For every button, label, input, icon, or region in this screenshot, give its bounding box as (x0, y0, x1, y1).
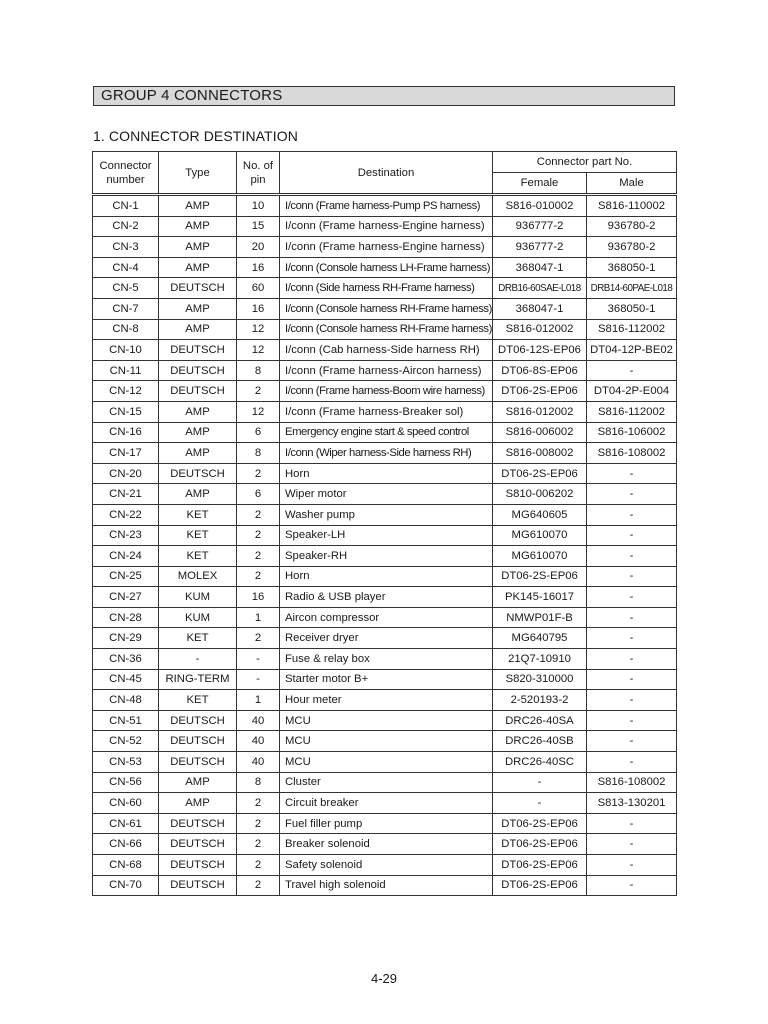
cell-male-part: - (587, 710, 677, 731)
cell-destination: I/conn (Frame harness-Aircon harness) (280, 360, 493, 381)
cell-destination: I/conn (Frame harness-Breaker sol) (280, 401, 493, 422)
table-row (93, 875, 677, 896)
cell-male-part: - (587, 607, 677, 628)
cell-pin-count: 2 (237, 793, 280, 814)
table-row (93, 834, 677, 855)
cell-connector-number: CN-24 (93, 546, 159, 567)
cell-pin-count: 12 (237, 340, 280, 361)
cell-destination: I/conn (Console harness RH-Frame harness) (280, 298, 493, 319)
cell-male-part: - (587, 546, 677, 567)
cell-pin-count: 2 (237, 628, 280, 649)
cell-destination: I/conn (Console harness RH-Frame harness) (280, 319, 493, 340)
cell-female-part: PK145-16017 (493, 587, 587, 608)
cell-connector-number: CN-27 (93, 587, 159, 608)
cell-male-part: - (587, 752, 677, 773)
page-number: 4-29 (370, 971, 398, 986)
cell-pin-count: 20 (237, 237, 280, 258)
cell-male-part: - (587, 855, 677, 876)
cell-pin-count: 6 (237, 422, 280, 443)
cell-pin-count: 8 (237, 772, 280, 793)
cell-connector-number: CN-10 (93, 340, 159, 361)
cell-pin-count: 40 (237, 731, 280, 752)
cell-destination: I/conn (Side harness RH-Frame harness) (280, 278, 493, 299)
cell-type: KET (159, 690, 237, 711)
cell-pin-count: 16 (237, 298, 280, 319)
cell-female-part: 936777-2 (493, 237, 587, 258)
table-row (93, 381, 677, 402)
cell-pin-count: 40 (237, 752, 280, 773)
cell-type: AMP (159, 484, 237, 505)
table-row (93, 813, 677, 834)
cell-type: KET (159, 504, 237, 525)
table-row (93, 360, 677, 381)
cell-connector-number: CN-23 (93, 525, 159, 546)
cell-connector-number: CN-15 (93, 401, 159, 422)
cell-male-part: - (587, 731, 677, 752)
table-row (93, 587, 677, 608)
cell-female-part: DT06-2S-EP06 (493, 566, 587, 587)
cell-pin-count: 8 (237, 360, 280, 381)
cell-connector-number: CN-20 (93, 463, 159, 484)
cell-destination: Speaker-LH (280, 525, 493, 546)
table-row (93, 237, 677, 258)
table-row (93, 216, 677, 237)
cell-female-part: DT06-2S-EP06 (493, 381, 587, 402)
cell-destination: MCU (280, 731, 493, 752)
table-row (93, 195, 677, 217)
cell-connector-number: CN-51 (93, 710, 159, 731)
cell-type: AMP (159, 298, 237, 319)
cell-destination: Starter motor B+ (280, 669, 493, 690)
table-row (93, 463, 677, 484)
cell-male-part: S816-106002 (587, 422, 677, 443)
table-row (93, 257, 677, 278)
cell-pin-count: 2 (237, 546, 280, 567)
cell-type: DEUTSCH (159, 463, 237, 484)
cell-female-part: DRC26-40SC (493, 752, 587, 773)
cell-female-part: S816-012002 (493, 401, 587, 422)
cell-connector-number: CN-22 (93, 504, 159, 525)
header-part-no: Connector part No. (493, 152, 677, 173)
cell-pin-count: 2 (237, 834, 280, 855)
section-title: 1. CONNECTOR DESTINATION (93, 128, 298, 144)
table-row (93, 731, 677, 752)
cell-type: DEUTSCH (159, 710, 237, 731)
cell-female-part: S816-010002 (493, 195, 587, 217)
connector-table (92, 151, 677, 896)
cell-type: AMP (159, 401, 237, 422)
cell-type: AMP (159, 443, 237, 464)
cell-male-part: S816-112002 (587, 401, 677, 422)
cell-connector-number: CN-7 (93, 298, 159, 319)
cell-type: DEUTSCH (159, 340, 237, 361)
cell-destination: I/conn (Console harness LH-Frame harness) (280, 257, 493, 278)
cell-destination: Circuit breaker (280, 793, 493, 814)
cell-female-part: 2-520193-2 (493, 690, 587, 711)
cell-destination: MCU (280, 752, 493, 773)
cell-pin-count: 2 (237, 525, 280, 546)
table-row (93, 401, 677, 422)
header-female: Female (493, 173, 587, 195)
cell-male-part: - (587, 566, 677, 587)
cell-type: - (159, 649, 237, 670)
cell-male-part: 936780-2 (587, 216, 677, 237)
cell-female-part: MG610070 (493, 525, 587, 546)
group-title: GROUP 4 CONNECTORS (93, 86, 675, 106)
cell-pin-count: 2 (237, 855, 280, 876)
table-row (93, 772, 677, 793)
cell-female-part: DT06-2S-EP06 (493, 813, 587, 834)
cell-type: KET (159, 546, 237, 567)
cell-male-part: - (587, 360, 677, 381)
cell-destination: Travel high solenoid (280, 875, 493, 896)
cell-pin-count: 2 (237, 504, 280, 525)
cell-connector-number: CN-68 (93, 855, 159, 876)
cell-female-part: DT06-2S-EP06 (493, 834, 587, 855)
header-connector-number-text: Connector number (99, 159, 152, 186)
table-row (93, 793, 677, 814)
cell-pin-count: 60 (237, 278, 280, 299)
cell-type: AMP (159, 216, 237, 237)
cell-destination: I/conn (Frame harness-Engine harness) (280, 216, 493, 237)
cell-type: DEUTSCH (159, 875, 237, 896)
cell-pin-count: 12 (237, 401, 280, 422)
cell-type: DEUTSCH (159, 813, 237, 834)
cell-female-part: S810-006202 (493, 484, 587, 505)
cell-destination: I/conn (Cab harness-Side harness RH) (280, 340, 493, 361)
cell-female-part: 936777-2 (493, 216, 587, 237)
cell-destination: I/conn (Frame harness-Engine harness) (280, 237, 493, 258)
table-row (93, 628, 677, 649)
cell-type: AMP (159, 793, 237, 814)
cell-pin-count: 6 (237, 484, 280, 505)
cell-male-part: S813-130201 (587, 793, 677, 814)
table-row (93, 649, 677, 670)
cell-female-part: 21Q7-10910 (493, 649, 587, 670)
cell-male-part: DT04-2P-E004 (587, 381, 677, 402)
cell-type: MOLEX (159, 566, 237, 587)
table-row (93, 607, 677, 628)
cell-connector-number: CN-12 (93, 381, 159, 402)
cell-destination: Safety solenoid (280, 855, 493, 876)
cell-destination: Aircon compressor (280, 607, 493, 628)
cell-destination: Cluster (280, 772, 493, 793)
cell-pin-count: 2 (237, 381, 280, 402)
cell-male-part: - (587, 463, 677, 484)
cell-type: AMP (159, 237, 237, 258)
table-row (93, 710, 677, 731)
cell-female-part: S816-012002 (493, 319, 587, 340)
cell-type: DEUTSCH (159, 855, 237, 876)
cell-male-part: - (587, 669, 677, 690)
cell-pin-count: 1 (237, 690, 280, 711)
cell-pin-count: 16 (237, 587, 280, 608)
cell-male-part: S816-112002 (587, 319, 677, 340)
cell-type: DEUTSCH (159, 381, 237, 402)
cell-destination: Fuse & relay box (280, 649, 493, 670)
cell-type: AMP (159, 195, 237, 217)
cell-connector-number: CN-45 (93, 669, 159, 690)
cell-connector-number: CN-52 (93, 731, 159, 752)
table-row (93, 319, 677, 340)
cell-pin-count: 2 (237, 463, 280, 484)
cell-connector-number: CN-17 (93, 443, 159, 464)
cell-pin-count: 40 (237, 710, 280, 731)
cell-destination: I/conn (Wiper harness-Side harness RH) (280, 443, 493, 464)
header-destination: Destination (280, 152, 493, 195)
cell-connector-number: CN-61 (93, 813, 159, 834)
table-row (93, 443, 677, 464)
cell-connector-number: CN-29 (93, 628, 159, 649)
table-row (93, 298, 677, 319)
header-no-of-pin-text: No. of pin (242, 159, 274, 186)
cell-destination: Hour meter (280, 690, 493, 711)
cell-destination: MCU (280, 710, 493, 731)
cell-connector-number: CN-16 (93, 422, 159, 443)
cell-pin-count: 15 (237, 216, 280, 237)
cell-male-part: - (587, 875, 677, 896)
cell-pin-count: 16 (237, 257, 280, 278)
cell-pin-count: 12 (237, 319, 280, 340)
cell-male-part: S816-108002 (587, 443, 677, 464)
cell-connector-number: CN-8 (93, 319, 159, 340)
cell-connector-number: CN-36 (93, 649, 159, 670)
cell-type: KUM (159, 607, 237, 628)
cell-pin-count: 10 (237, 195, 280, 217)
cell-connector-number: CN-11 (93, 360, 159, 381)
cell-male-part: DRB14-60PAE-L018 (587, 278, 677, 299)
cell-destination: Breaker solenoid (280, 834, 493, 855)
cell-pin-count: - (237, 649, 280, 670)
cell-destination: Emergency engine start & speed control (280, 422, 493, 443)
table-row (93, 278, 677, 299)
cell-pin-count: 2 (237, 813, 280, 834)
header-type: Type (159, 152, 237, 195)
table-row (93, 566, 677, 587)
cell-destination: Horn (280, 463, 493, 484)
cell-type: KUM (159, 587, 237, 608)
cell-pin-count: - (237, 669, 280, 690)
connector-table-body (93, 195, 677, 896)
table-row (93, 525, 677, 546)
table-row (93, 504, 677, 525)
cell-connector-number: CN-70 (93, 875, 159, 896)
table-row (93, 669, 677, 690)
cell-destination: I/conn (Frame harness-Pump PS harness) (280, 195, 493, 217)
cell-male-part: - (587, 525, 677, 546)
table-row (93, 484, 677, 505)
cell-connector-number: CN-2 (93, 216, 159, 237)
cell-destination: Washer pump (280, 504, 493, 525)
cell-destination: Speaker-RH (280, 546, 493, 567)
header-male: Male (587, 173, 677, 195)
cell-pin-count: 8 (237, 443, 280, 464)
cell-type: DEUTSCH (159, 360, 237, 381)
table-row (93, 752, 677, 773)
cell-female-part: S816-008002 (493, 443, 587, 464)
cell-female-part: MG640605 (493, 504, 587, 525)
cell-male-part: - (587, 484, 677, 505)
cell-destination: Wiper motor (280, 484, 493, 505)
cell-destination: Radio & USB player (280, 587, 493, 608)
cell-male-part: DT04-12P-BE02 (587, 340, 677, 361)
table-row (93, 340, 677, 361)
cell-type: DEUTSCH (159, 752, 237, 773)
cell-female-part: 368047-1 (493, 257, 587, 278)
table-row (93, 546, 677, 567)
cell-female-part: - (493, 772, 587, 793)
cell-connector-number: CN-1 (93, 195, 159, 217)
cell-destination: Fuel filler pump (280, 813, 493, 834)
cell-destination: I/conn (Frame harness-Boom wire harness) (280, 381, 493, 402)
cell-pin-count: 1 (237, 607, 280, 628)
cell-connector-number: CN-66 (93, 834, 159, 855)
cell-female-part: DRC26-40SB (493, 731, 587, 752)
header-connector-number (93, 152, 159, 195)
cell-male-part: - (587, 690, 677, 711)
cell-connector-number: CN-4 (93, 257, 159, 278)
cell-pin-count: 2 (237, 875, 280, 896)
cell-female-part: S820-310000 (493, 669, 587, 690)
cell-female-part: DRC26-40SA (493, 710, 587, 731)
cell-male-part: S816-110002 (587, 195, 677, 217)
cell-connector-number: CN-3 (93, 237, 159, 258)
cell-connector-number: CN-56 (93, 772, 159, 793)
cell-type: DEUTSCH (159, 834, 237, 855)
cell-male-part: 368050-1 (587, 298, 677, 319)
cell-type: DEUTSCH (159, 731, 237, 752)
table-row (93, 422, 677, 443)
cell-male-part: - (587, 649, 677, 670)
cell-female-part: DT06-2S-EP06 (493, 875, 587, 896)
cell-type: KET (159, 628, 237, 649)
cell-destination: Horn (280, 566, 493, 587)
cell-connector-number: CN-5 (93, 278, 159, 299)
cell-female-part: DRB16-60SAE-L018 (493, 278, 587, 299)
cell-type: RING-TERM (159, 669, 237, 690)
cell-connector-number: CN-53 (93, 752, 159, 773)
cell-male-part: - (587, 587, 677, 608)
cell-type: AMP (159, 319, 237, 340)
cell-female-part: S816-006002 (493, 422, 587, 443)
cell-type: KET (159, 525, 237, 546)
cell-connector-number: CN-48 (93, 690, 159, 711)
cell-destination: Receiver dryer (280, 628, 493, 649)
header-no-of-pin (237, 152, 280, 195)
table-row (93, 855, 677, 876)
cell-female-part: DT06-8S-EP06 (493, 360, 587, 381)
cell-female-part: MG610070 (493, 546, 587, 567)
cell-type: AMP (159, 772, 237, 793)
table-row (93, 690, 677, 711)
cell-connector-number: CN-28 (93, 607, 159, 628)
cell-female-part: - (493, 793, 587, 814)
cell-male-part: S816-108002 (587, 772, 677, 793)
cell-male-part: - (587, 504, 677, 525)
cell-type: AMP (159, 422, 237, 443)
cell-male-part: - (587, 628, 677, 649)
cell-male-part: - (587, 813, 677, 834)
cell-female-part: DT06-2S-EP06 (493, 855, 587, 876)
cell-female-part: DT06-2S-EP06 (493, 463, 587, 484)
cell-male-part: 368050-1 (587, 257, 677, 278)
cell-connector-number: CN-60 (93, 793, 159, 814)
cell-connector-number: CN-25 (93, 566, 159, 587)
cell-female-part: 368047-1 (493, 298, 587, 319)
cell-male-part: 936780-2 (587, 237, 677, 258)
cell-female-part: DT06-12S-EP06 (493, 340, 587, 361)
cell-male-part: - (587, 834, 677, 855)
cell-pin-count: 2 (237, 566, 280, 587)
cell-connector-number: CN-21 (93, 484, 159, 505)
cell-female-part: MG640795 (493, 628, 587, 649)
cell-female-part: NMWP01F-B (493, 607, 587, 628)
cell-type: AMP (159, 257, 237, 278)
cell-type: DEUTSCH (159, 278, 237, 299)
